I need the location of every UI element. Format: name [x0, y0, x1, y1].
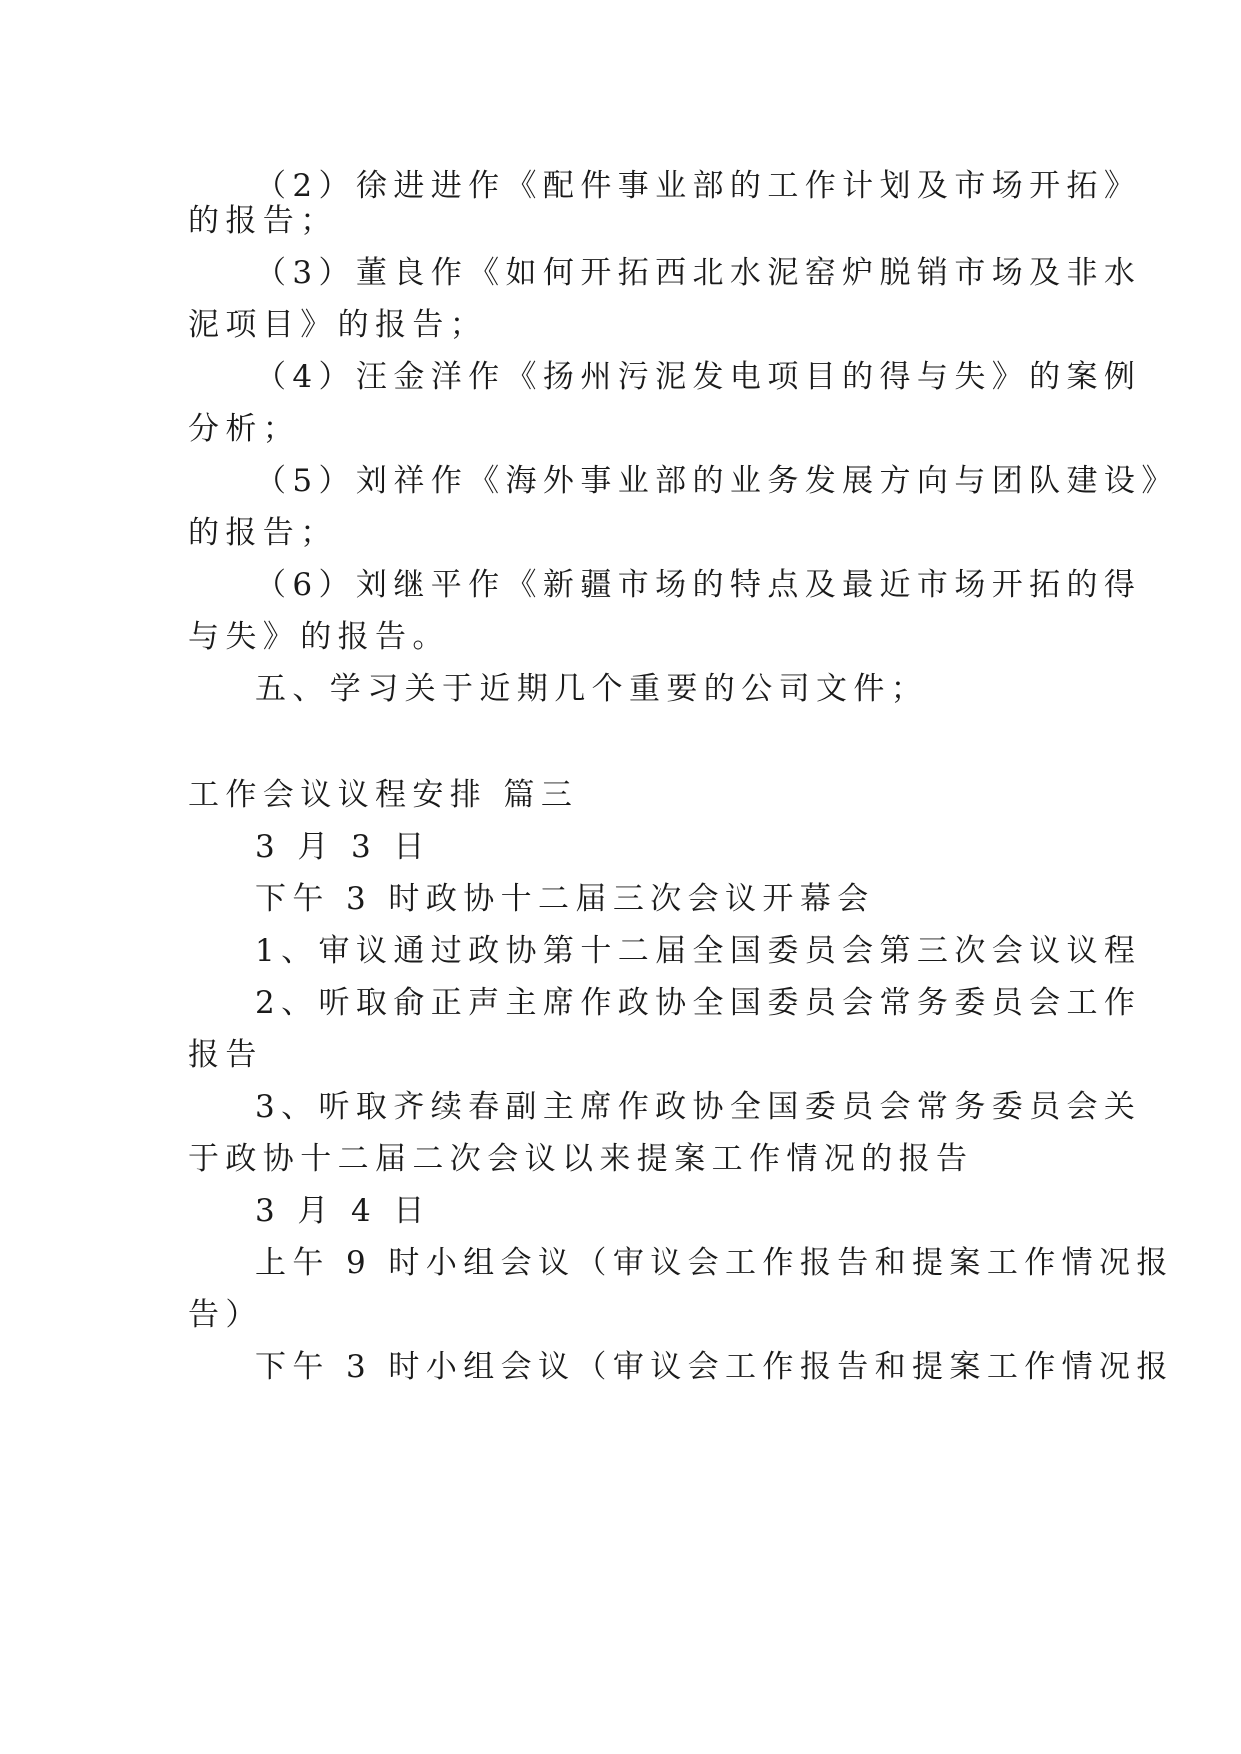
section-title: 工作会议议程安排 篇三	[188, 777, 579, 813]
paragraph-line: （4）汪金洋作《扬州污泥发电项目的得与失》的案例	[255, 359, 1142, 395]
paragraph-line: （3）董良作《如何开拓西北水泥窑炉脱销市场及非水	[255, 255, 1142, 291]
date-heading: 3 月 3 日	[255, 829, 431, 865]
paragraph-line: 分析；	[188, 411, 301, 447]
paragraph-line: 下午 3 时小组会议（审议会工作报告和提案工作情况报	[255, 1349, 1174, 1385]
paragraph-line: （5）刘祥作《海外事业部的业务发展方向与团队建设》	[255, 463, 1179, 499]
paragraph-line: 上午 9 时小组会议（审议会工作报告和提案工作情况报	[255, 1245, 1174, 1281]
paragraph-line: （6）刘继平作《新疆市场的特点及最近市场开拓的得	[255, 567, 1142, 603]
paragraph-line: 五、学习关于近期几个重要的公司文件；	[255, 671, 929, 707]
paragraph-line: 1、审议通过政协第十二届全国委员会第三次会议议程	[255, 933, 1142, 969]
paragraph-line: （2）徐进进作《配件事业部的工作计划及市场开拓》	[255, 168, 1142, 204]
paragraph-line: 的报告；	[188, 515, 338, 551]
paragraph-line: 3、听取齐续春副主席作政协全国委员会常务委员会关	[255, 1089, 1142, 1125]
paragraph-line: 2、听取俞正声主席作政协全国委员会常务委员会工作	[255, 985, 1142, 1021]
date-heading: 3 月 4 日	[255, 1193, 431, 1229]
paragraph-line: 于政协十二届二次会议以来提案工作情况的报告	[188, 1141, 974, 1177]
paragraph-line: 的报告；	[188, 203, 338, 239]
paragraph-line: 下午 3 时政协十二届三次会议开幕会	[255, 881, 875, 917]
paragraph-line: 报告	[188, 1037, 263, 1073]
paragraph-line: 告）	[188, 1297, 263, 1333]
paragraph-line: 与失》的报告。	[188, 619, 450, 655]
paragraph-line: 泥项目》的报告；	[188, 307, 488, 343]
